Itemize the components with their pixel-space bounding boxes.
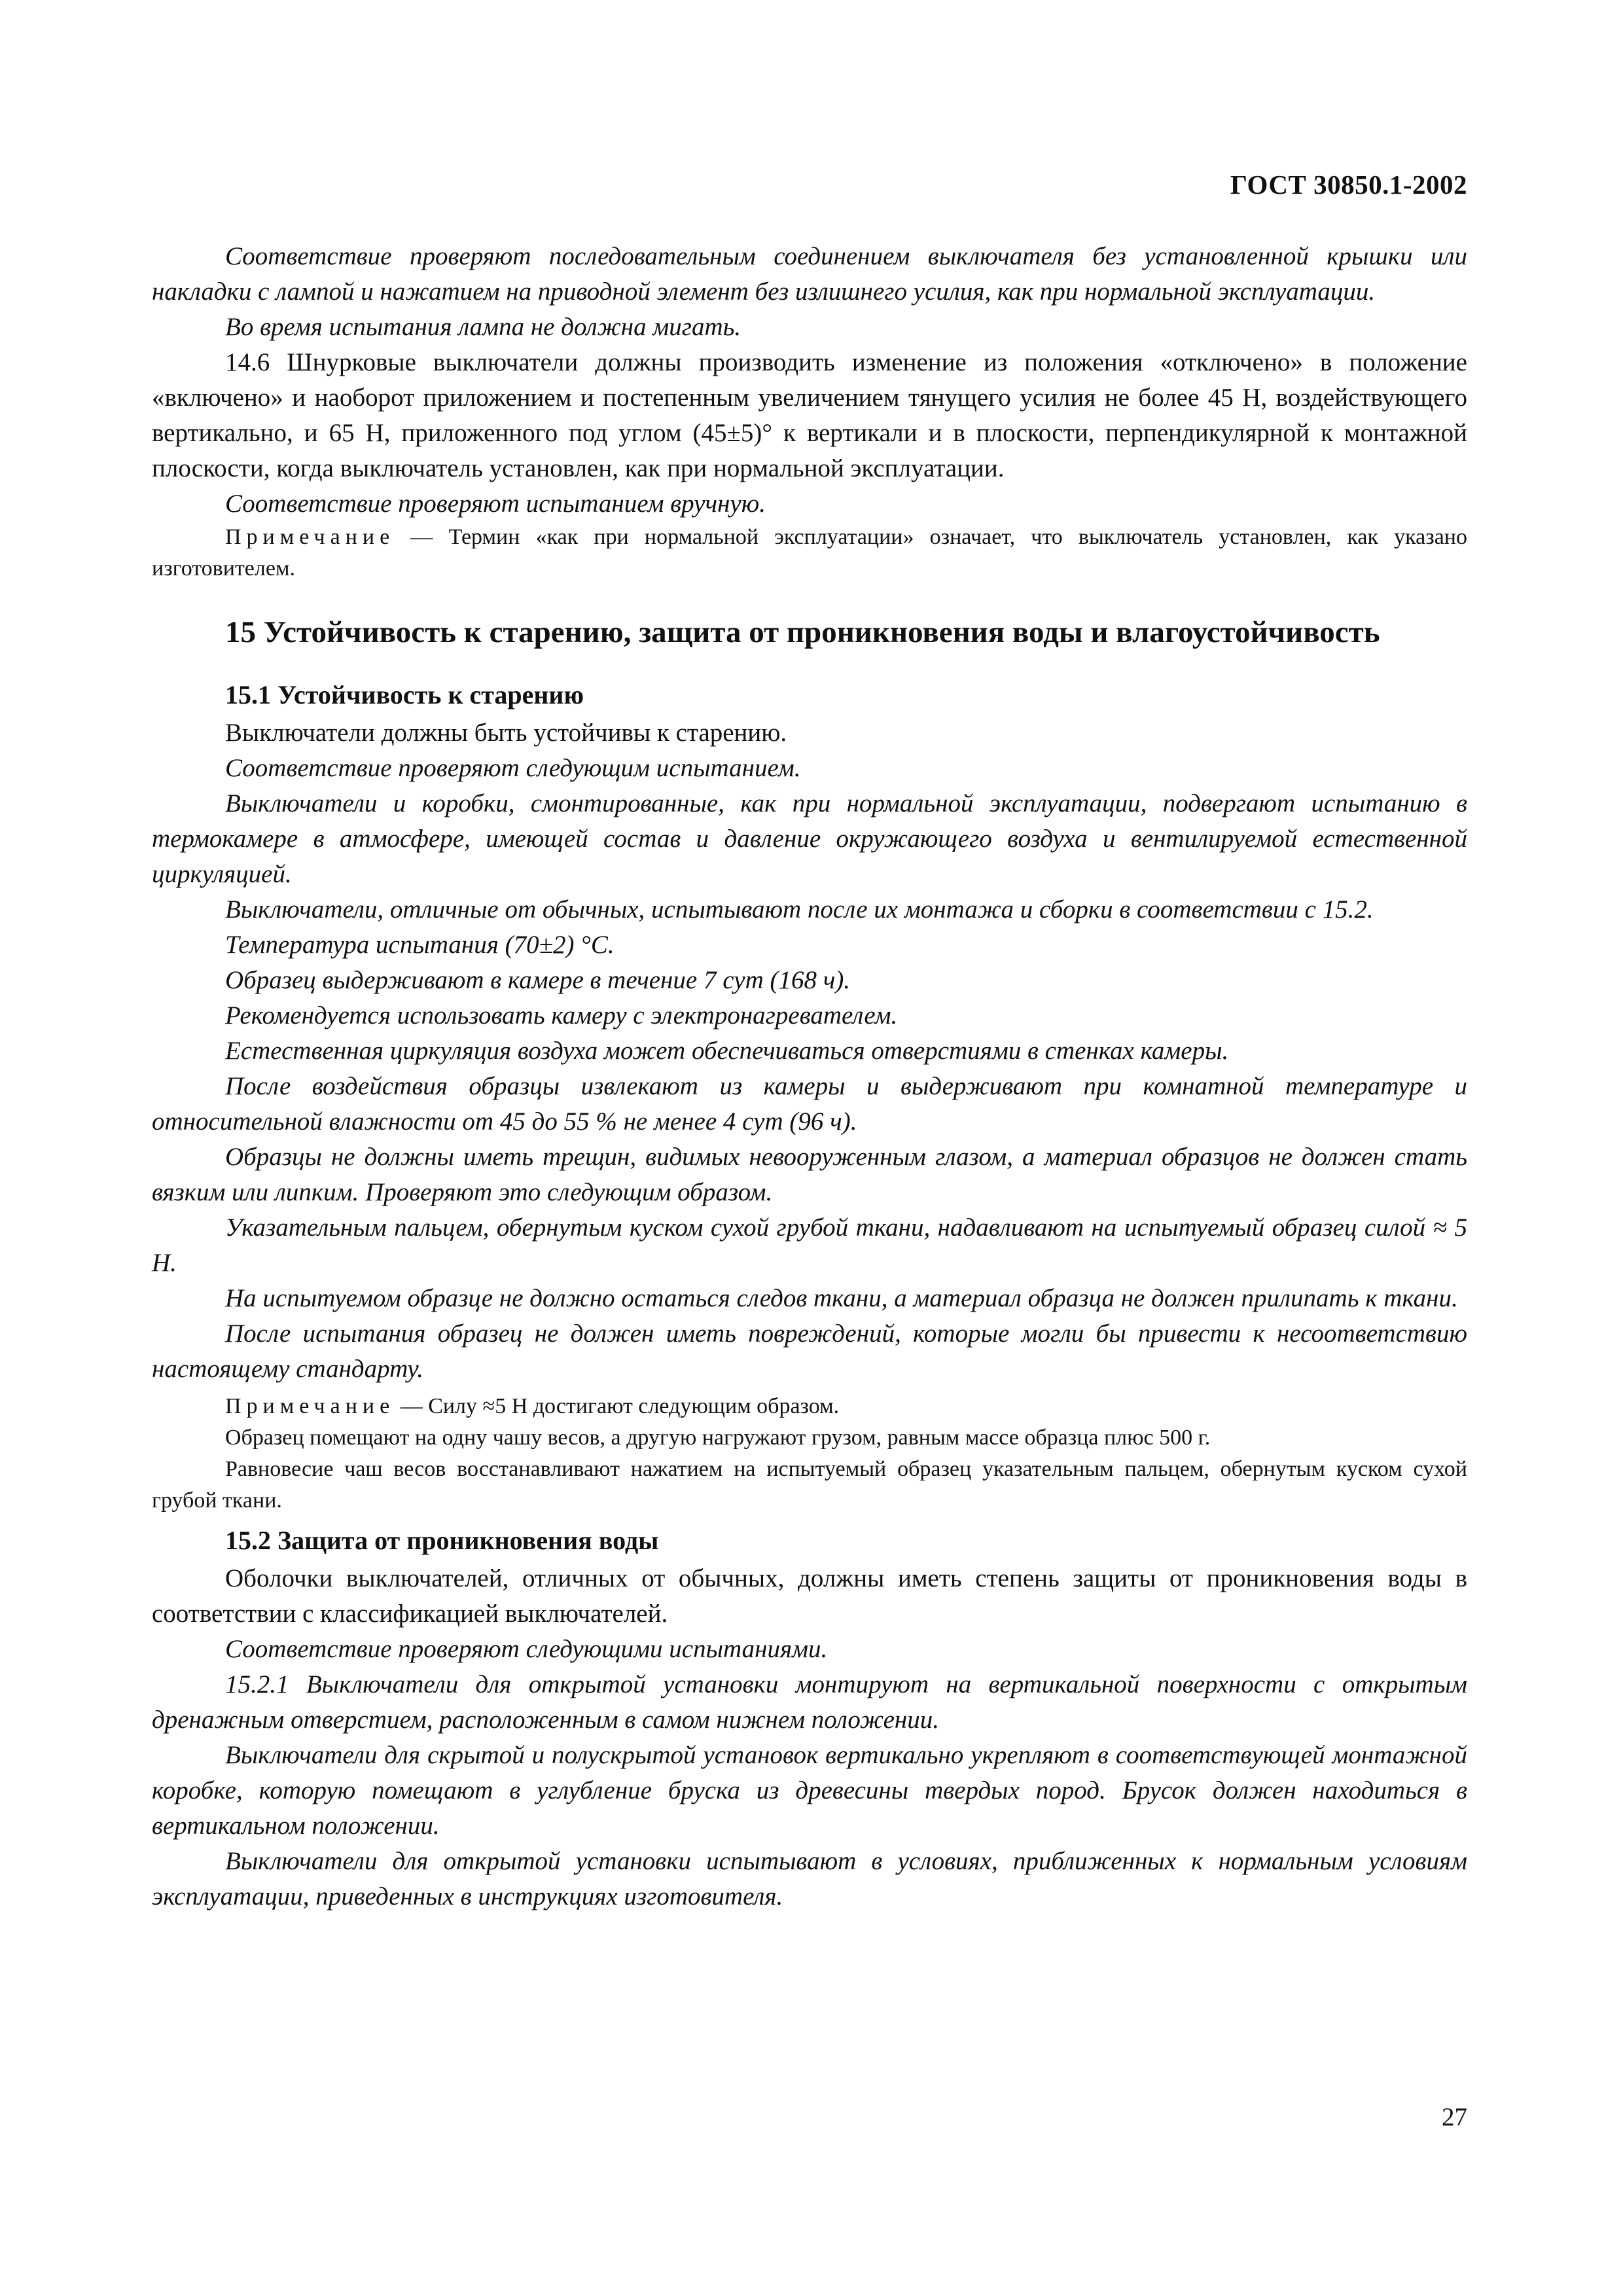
clause-14-6: 14.6 Шнурковые выключатели должны производить изменение из положения «отключено» в положение «включено» и наоборот приложением и постепенным увеличением тянущего усилия не более 45 Н, воздействующего вертикально, и 65 Н, приложенного под углом (45±5)° к вертикали и в плоскости, перпендикулярной к монтажной плоскости, когда выключатель установлен, как при нормальной эксплуатации.: [152, 348, 1467, 482]
note-line: Равновесие чаш весов восстанавливают нажатием на испытуемый образец указательным пальцем, обернутым куском сухой грубой ткани.: [152, 1457, 1467, 1513]
page-number: 27: [1442, 2103, 1467, 2131]
paragraph: Оболочки выключателей, отличных от обычных, должны иметь степень защиты от проникновения воды в соответствии с классификацией выключателей.: [152, 1564, 1467, 1628]
paragraph: Выключатели должны быть устойчивы к старению.: [225, 719, 787, 747]
paragraph: Выключатели, отличные от обычных, испытывают после их монтажа и сборки в соответствии с 15.2.: [225, 895, 1374, 924]
paragraph: Образцы не должны иметь трещин, видимых невооруженным глазом, а материал образцов не должен стать вязким или липким. Проверяют это следующим образом.: [152, 1143, 1467, 1206]
note-label: Примечание: [225, 525, 395, 549]
paragraph: Естественная циркуляция воздуха может обеспечиваться отверстиями в стенках камеры.: [225, 1037, 1229, 1065]
paragraph: После испытания образец не должен иметь повреждений, которые могли бы привести к несоответствию настоящему стандарту.: [152, 1319, 1467, 1383]
paragraph: Выключатели и коробки, смонтированные, как при нормальной эксплуатации, подвергают испытанию в термокамере в атмосфере, имеющей состав и давление окружающего воздуха и вентилируемой естественной циркуляцией.: [152, 789, 1467, 888]
paragraph: Рекомендуется использовать камеру с электронагревателем.: [225, 1001, 898, 1030]
paragraph: После воздействия образцы извлекают из камеры и выдерживают при комнатной температуре и относительной влажности от 45 до 55 % не менее 4 сут (96 ч).: [152, 1072, 1467, 1136]
paragraph: Выключатели для скрытой и полускрытой установок вертикально укрепляют в соответствующей монтажной коробке, которую помещают в углубление бруска из древесины твердых пород. Брусок должен находиться в вертикальном положении.: [152, 1741, 1467, 1840]
note-15-1: [152, 1391, 1467, 1422]
doc-header-code: ГОСТ 30850.1-2002: [1230, 170, 1467, 200]
note-14-6: [152, 522, 1467, 584]
paragraph: На испытуемом образце не должно остаться следов ткани, а материал образца не должен прилипать к ткани.: [225, 1284, 1458, 1312]
paragraph: Выключатели для открытой установки испытывают в условиях, приближенных к нормальным условиям эксплуатации, приведенных в инструкциях изготовителя.: [152, 1847, 1467, 1910]
paragraph: Температура испытания (70±2) °С.: [225, 931, 615, 959]
note-line: Образец помещают на одну чашу весов, а другую нагружают грузом, равным массе образца плюс 500 г.: [225, 1426, 1211, 1450]
paragraph: Соответствие проверяют испытанием вручную.: [225, 490, 766, 518]
section-15-title: 15 Устойчивость к старению, защита от проникновения воды и влагоустойчивость: [225, 615, 1380, 649]
page-content: [152, 239, 1467, 1914]
note-text: — Силу ≈5 Н достигают следующим образом.: [395, 1394, 840, 1418]
paragraph: Во время испытания лампа не должна мигать.: [225, 313, 741, 341]
paragraph: Соответствие проверяют следующим испытанием.: [225, 754, 801, 782]
note-text: — Термин «как при нормальной эксплуатации» означает, что выключатель установлен, как указано изготовителем.: [152, 525, 1467, 581]
paragraph: Соответствие проверяют последовательным соединением выключателя без установленной крышки или накладки с лампой и нажатием на приводной элемент без излишнего усилия, как при нормальной эксплуатации.: [152, 242, 1467, 306]
clause-15-2-1: 15.2.1 Выключатели для открытой установки монтируют на вертикальной поверхности с открытым дренажным отверстием, расположенным в самом нижнем положении.: [152, 1670, 1467, 1734]
paragraph: Образец выдерживают в камере в течение 7 сут (168 ч).: [225, 966, 851, 994]
subsection-15-1-title: 15.1 Устойчивость к старению: [225, 680, 584, 709]
paragraph: Указательным пальцем, обернутым куском сухой грубой ткани, надавливают на испытуемый образец силой ≈ 5 Н.: [152, 1213, 1467, 1277]
paragraph: Соответствие проверяют следующими испытаниями.: [225, 1635, 828, 1663]
note-label: Примечание: [225, 1394, 395, 1418]
subsection-15-2-title: 15.2 Защита от проникновения воды: [225, 1526, 659, 1555]
